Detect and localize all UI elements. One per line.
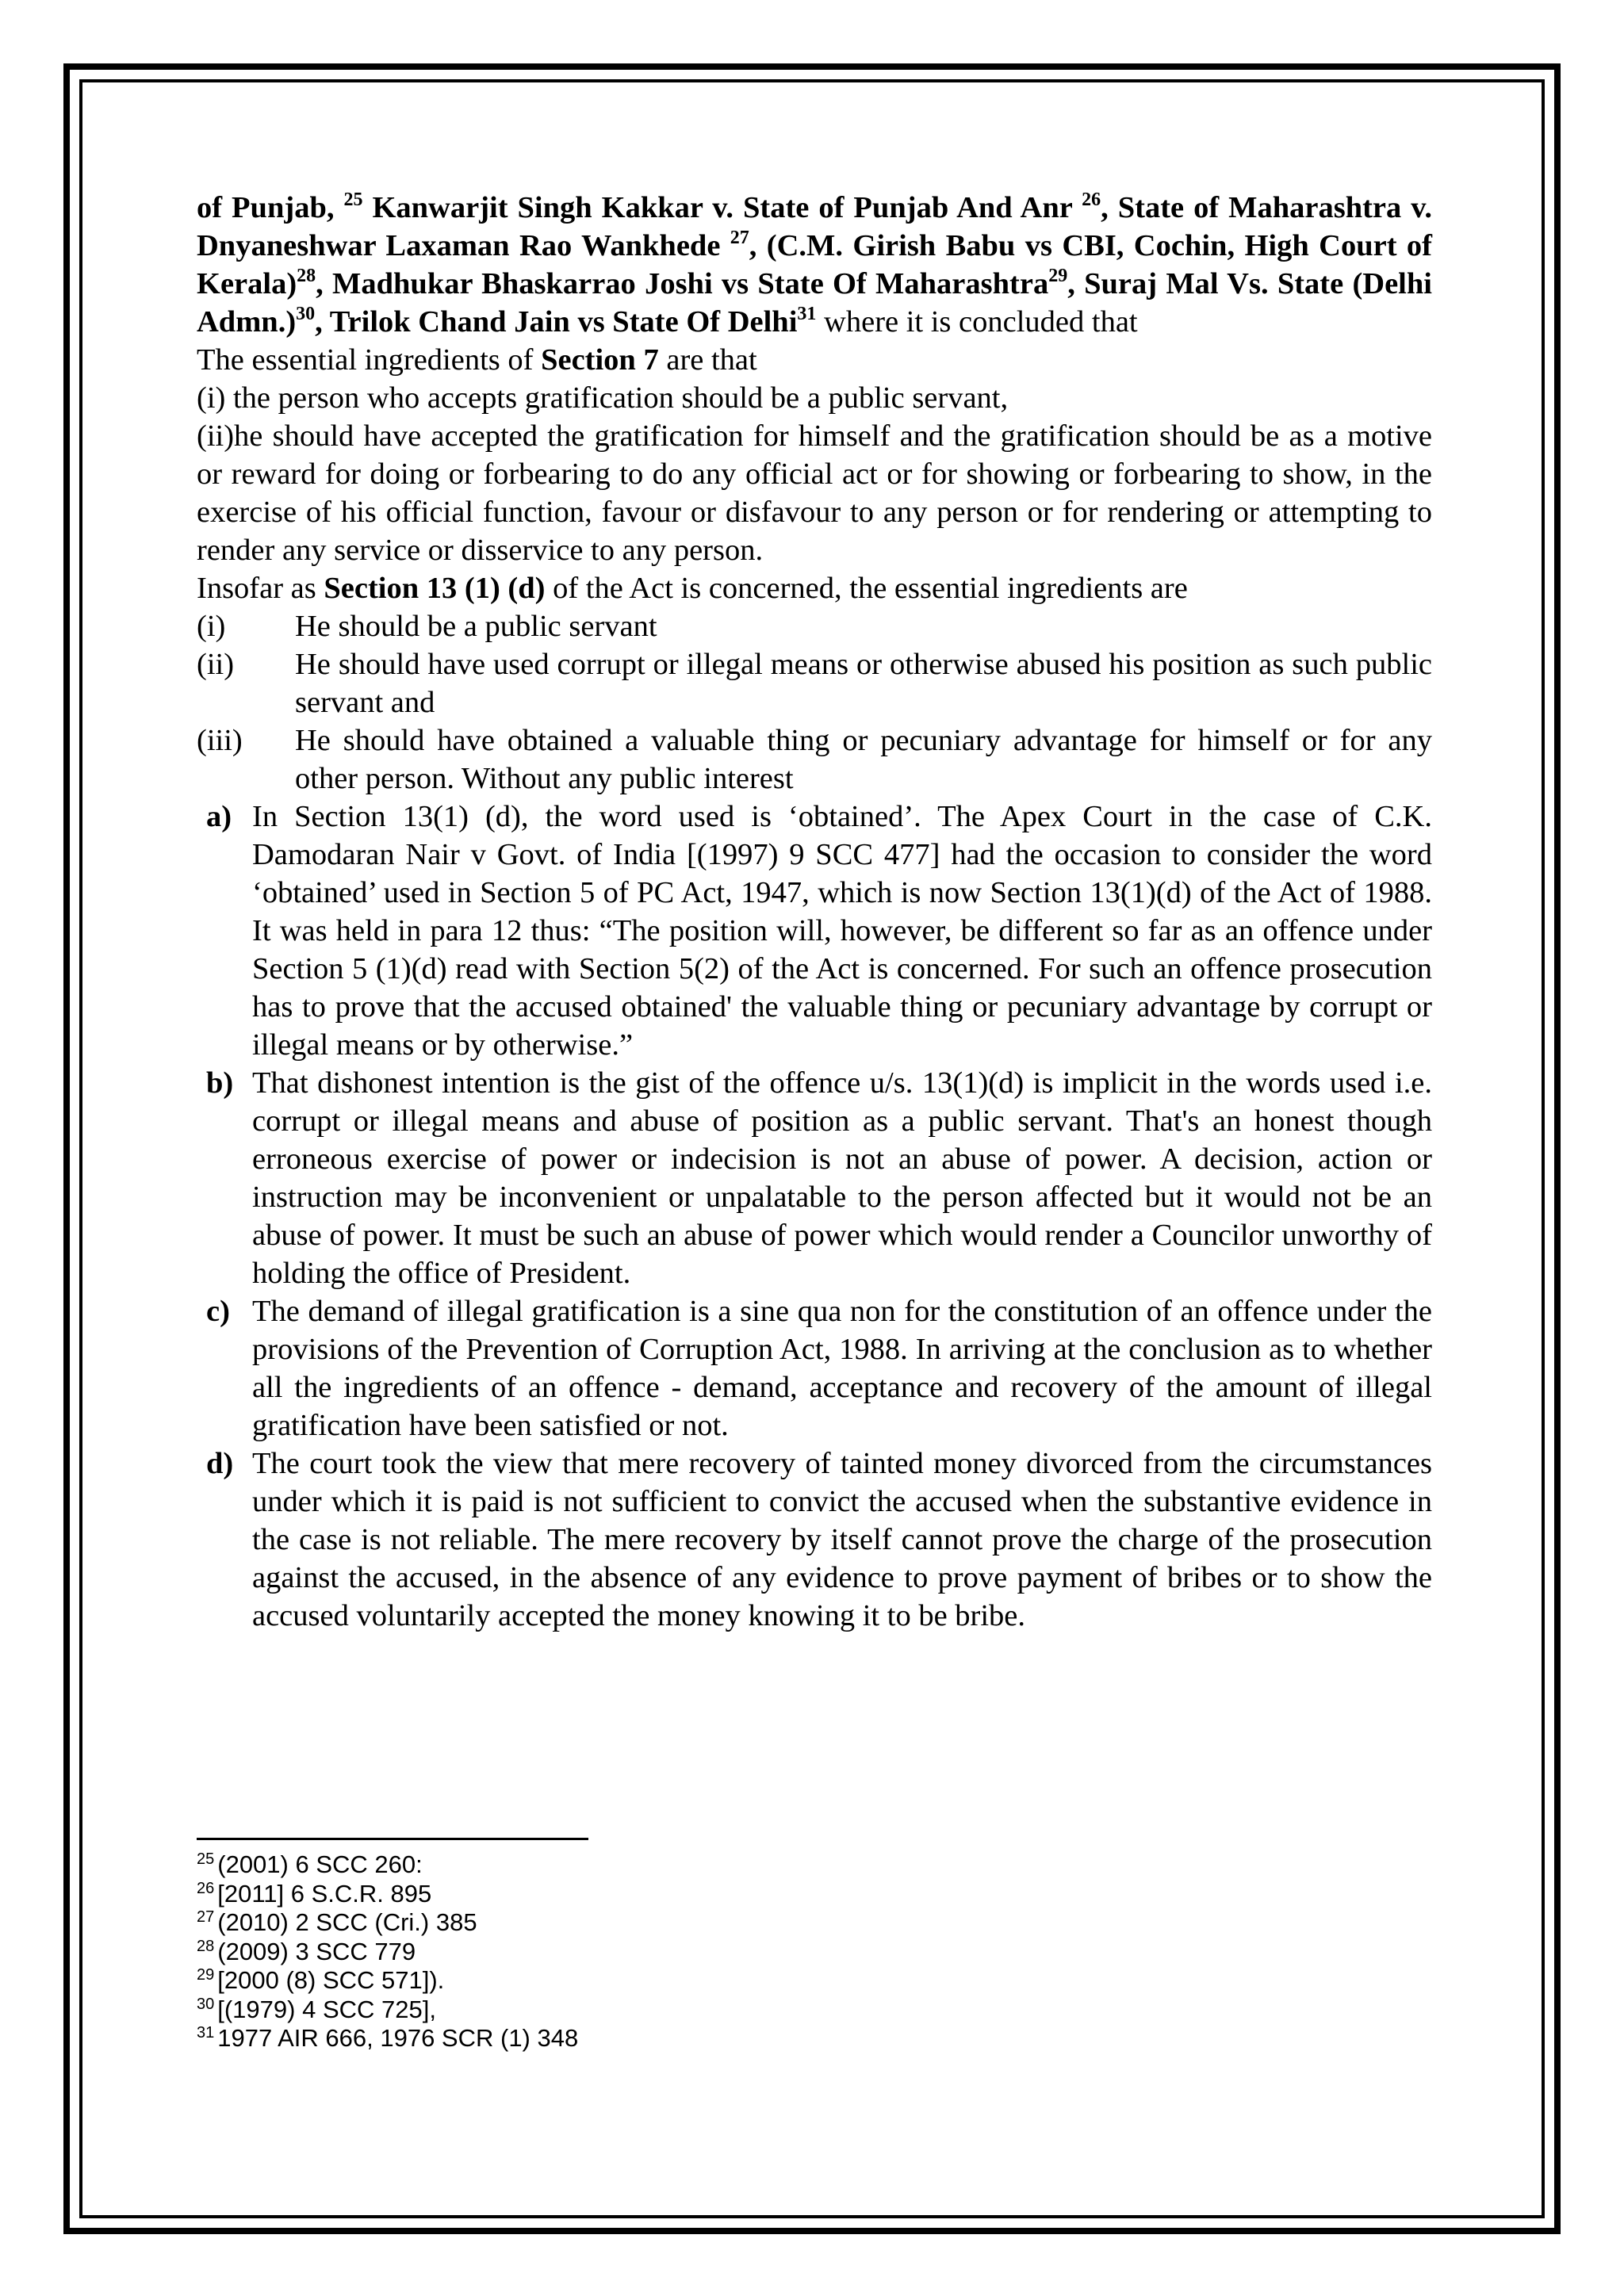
footnote-number: 28 [197,1937,215,1955]
point-label: c) [206,1295,230,1328]
intro-citations [197,191,1432,339]
footnote [197,1850,578,1880]
intro-paragraph [197,189,1432,341]
footnote-separator [197,1838,588,1840]
point-label: b) [206,1066,234,1100]
footnote-ref-31: 31 [797,304,817,324]
footnote-text: [2000 (8) SCC 571]). [217,1966,445,1994]
footnote-ref-28: 28 [297,266,316,286]
footnote-number: 25 [197,1850,215,1868]
document-body [197,189,1432,1635]
point-label: a) [206,800,232,833]
section13-item-text: He should have used corrupt or illegal means or otherwise abused his position as such public servant and [295,648,1432,719]
section7-label: Section 7 [541,343,659,377]
footnote [197,1908,578,1938]
point-text: The demand of illegal gratification is a sine qua non for the constitution of an offence under the provisions of the Prevention of Corruption Act, 1988. In arriving at the conclusion as to whether all the ingredients of an offence - demand, acceptance and recovery of the amount of illegal gratification have been satisfied or not. [252,1295,1432,1442]
footnote [197,1966,578,1996]
section13-item-number: (iii) [197,724,243,757]
intro-text: , Suraj Mal Vs. State (Delhi Admn.) [197,267,1432,339]
footnote-text: 1977 AIR 666, 1976 SCR (1) 348 [217,2024,579,2052]
section7-point-1: (i) the person who accepts gratification should be a public servant, [197,381,1009,415]
footnote-number: 26 [197,1879,215,1897]
section13-item [197,721,1432,798]
section13-item [197,645,1432,721]
section7-suffix: are that [658,343,757,377]
point-text: That dishonest intention is the gist of the offence u/s. 13(1)(d) is implicit in the words used i.e. corrupt or illegal means and abuse of position as a public servant. That's an honest though erroneous exercise of power or indecision is not an abuse of power. A decision, action or instruction may be inconvenient or unpalatable to the person affected but it would not be an abuse of power. It must be such an abuse of power which would render a Councilor unworthy of holding the office of President. [252,1066,1432,1290]
point-text: The court took the view that mere recovery of tainted money divorced from the circumstances under which it is paid is not sufficient to convict the accused when the substantive evidence in the case is not reliable. The mere recovery by itself cannot prove the charge of the prosecution against the accused, in the absence of any evidence to prove payment of bribes or to show the accused voluntarily accepted the money knowing it to be bribe. [252,1447,1432,1632]
footnote-ref-29: 29 [1048,266,1068,286]
point-label: d) [206,1447,234,1480]
footnote-number: 29 [197,1966,215,1984]
section13-item-text: He should be a public servant [295,610,657,643]
footnote-ref-30: 30 [296,304,316,324]
footnote-ref-26: 26 [1082,189,1101,210]
intro-conclusion: where it is concluded that [816,305,1138,339]
section13-item-number: (i) [197,610,226,643]
intro-text: , Trilok Chand Jain vs State Of Delhi [315,305,798,339]
footnote-ref-27: 27 [730,228,749,248]
footnote [197,1938,578,1967]
footnote-text: (2010) 2 SCC (Cri.) 385 [217,1908,477,1936]
point-c [206,1292,1432,1445]
intro-text: , State of Maharashtra v. Dnyaneshwar Laxaman Rao Wankhede [197,191,1432,262]
section7-prefix: The essential ingredients of [197,343,542,377]
section13-heading [197,569,1432,607]
footnote [197,2024,578,2053]
footnote-number: 27 [197,1908,215,1926]
intro-text: Kanwarjit Singh Kakkar v. State of Punjab And Anr [362,191,1082,224]
section13-prefix: Insofar as [197,572,324,605]
intro-text: , Madhukar Bhaskarrao Joshi vs State Of Maharashtra [316,267,1049,300]
point-a [206,798,1432,1064]
footnote [197,1880,578,1909]
point-d [206,1445,1432,1635]
point-b [206,1064,1432,1292]
footnotes [197,1850,578,2053]
section13-suffix: of the Act is concerned, the essential ingredients are [545,572,1188,605]
footnote-ref-25: 25 [343,189,363,210]
footnote-text: [2011] 6 S.C.R. 895 [217,1879,432,1908]
point-text: In Section 13(1) (d), the word used is ‘obtained’. The Apex Court in the case of C.K. Damodaran Nair v Govt. of India [(1997) 9 SCC 477] had the occasion to consider the word ‘obtained’ used in Section 5 of PC Act, 1947, which is now Section 13(1)(d) of the Act of 1988. It was held in para 12 thus: “The position will, however, be different so far as an offence under Section 5 (1)(d) read with Section 5(2) of the Act is concerned. For such an offence prosecution has to prove that the accused obtained' the valuable thing or pecuniary advantage by corrupt or illegal means or by otherwise.” [252,800,1432,1062]
section13-label: Section 13 (1) (d) [324,572,546,605]
section7-heading [197,341,1432,379]
footnote-number: 30 [197,1995,215,2013]
intro-text: of Punjab, [197,191,344,224]
footnote [197,1996,578,2025]
footnote-text: [(1979) 4 SCC 725], [217,1995,436,2023]
section13-item-number: (ii) [197,648,235,681]
footnote-text: (2009) 3 SCC 779 [217,1937,416,1965]
intro-text: , (C.M. Girish Babu vs CBI, Cochin, High Court of Kerala) [197,229,1432,300]
footnote-number: 31 [197,2024,215,2042]
footnote-text: (2001) 6 SCC 260: [217,1850,423,1878]
section7-point-2: (ii)he should have accepted the gratification for himself and the gratification should be as a motive or reward for doing or forbearing to do any official act or for showing or forbearing to show, in the exercise of his official function, favour or disfavour to any person or for rendering or attempting to render any service or disservice to any person. [197,419,1432,567]
section13-item [197,607,1432,645]
section13-item-text: He should have obtained a valuable thing or pecuniary advantage for himself or for any other person. Without any public interest [295,724,1432,795]
